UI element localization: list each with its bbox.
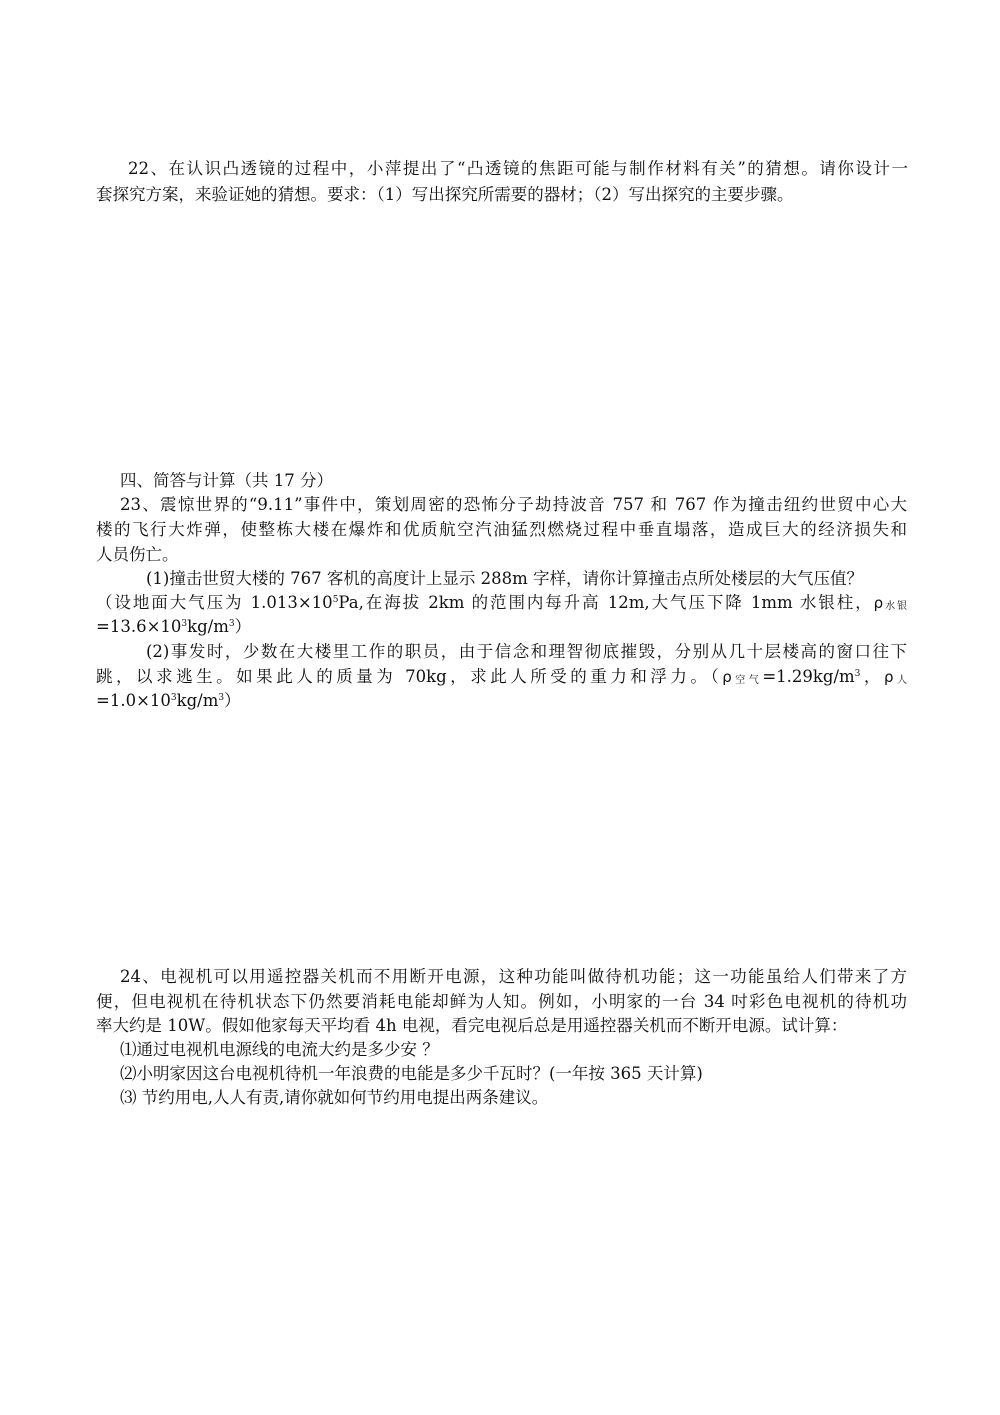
q24-item-1: ⑴通过电视机电源线的电流大约是多少安 ？	[120, 1040, 439, 1059]
q23-part2-line-3: $=1.0\times 10^3kg/m^3$）	[96, 691, 241, 710]
q22-line-1: 22、在认识凸透镜的过程中，小萍提出了“凸透镜的焦距可能与制作材料有关”的猜想。请你设计一	[128, 159, 908, 178]
q24-line-3: 率大约是 10W。假如他家每天平均看 4h 电视，看完电视后总是用遥控器关机而不断开电源。试计算：	[96, 1016, 848, 1035]
q23-line-3: 人员伤亡。	[96, 545, 179, 564]
q24-item-3: ⑶ 节约用电,人人有责,请你就如何节约用电提出两条建议。	[120, 1088, 549, 1107]
q23-part2-line-2: 跳，以求逃生。如果此人的质量为 70kg，求此人所受的重力和浮力。（$\rho_{空气}=1.29kg/m^3$，$\rho_人$	[96, 667, 908, 686]
q23-part1-line-2: （设地面大气压为 $1.013\times 10^5Pa$,在海拔 2km 的范围内每升高 12m,大气压下降 1mm 水银柱，$\rho_{水银}$	[96, 593, 908, 612]
section-4-title: 四、简答与计算（共 17 分）	[120, 471, 333, 490]
q23-line-2: 楼的飞行大炸弹，使整栋大楼在爆炸和优质航空汽油猛烈燃烧过程中垂直塌落，造成巨大的经济损失和	[96, 520, 907, 539]
q23-part2-line-1: (2)事发时，少数在大楼里工作的职员，由于信念和理智彻底摧毁，分别从几十层楼高的窗口往下	[146, 642, 907, 661]
q23-line-1: 23、震惊世界的“9.11”事件中，策划周密的恐怖分子劫持波音 757 和 767 作为撞击纽约世贸中心大	[120, 495, 907, 514]
q24-line-1: 24、电视机可以用遥控器关机而不用断开电源，这种功能叫做待机功能；这一功能虽给人们带来了方	[120, 967, 907, 986]
q23-part1-line-3: $=13.6\times 10^3kg/m^3$）	[96, 617, 252, 636]
q24-item-2: ⑵小明家因这台电视机待机一年浪费的电能是多少千瓦时？(一年按 365 天计算)	[120, 1064, 703, 1083]
q23-part1-line-1: (1)撞击世贸大楼的 767 客机的高度计上显示 288m 字样，请你计算撞击点所处楼层的大气压值？	[146, 569, 863, 588]
q24-line-2: 便，但电视机在待机状态下仍然要消耗电能却鲜为人知。例如，小明家的一台 34 吋彩色电视机的待机功	[96, 992, 907, 1011]
q22-line-2: 套探究方案，来验证她的猜想。要求：（1）写出探究所需要的器材；（2）写出探究的主要步骤。	[96, 185, 794, 204]
